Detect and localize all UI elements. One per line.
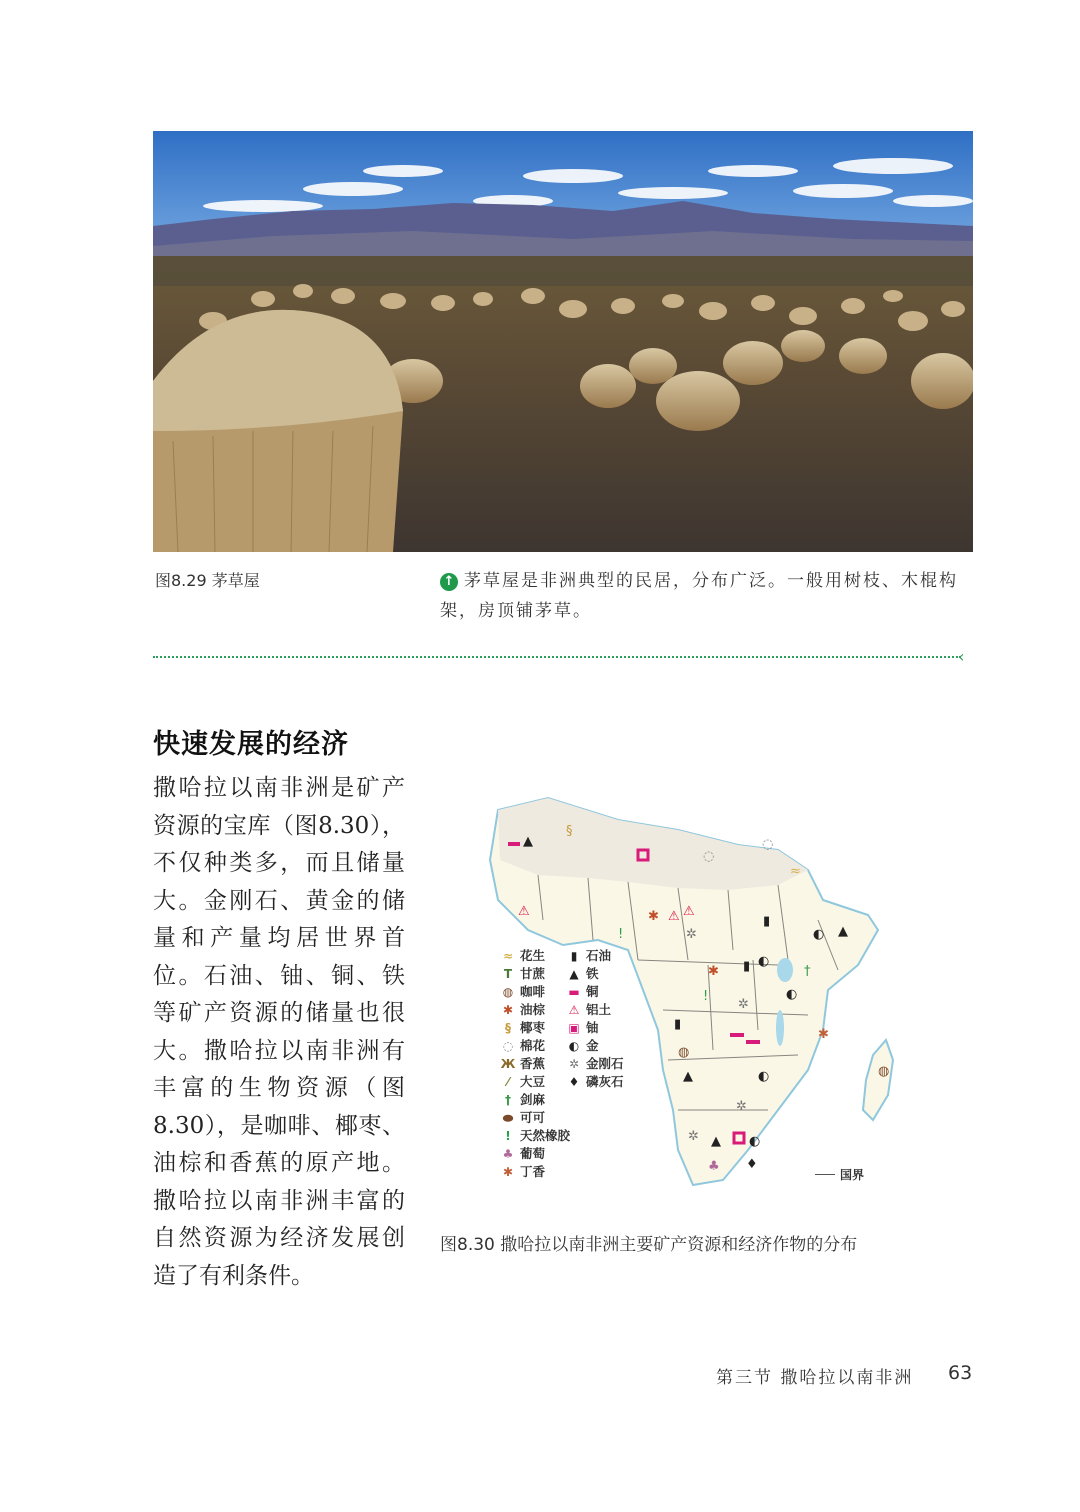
legend-row-cocoa: ⬬ 可可 bbox=[500, 1109, 570, 1127]
legend-row-rubber: ! 天然橡胶 bbox=[500, 1127, 570, 1145]
legend-row-grape: ♣ 葡萄 bbox=[500, 1145, 570, 1163]
boundary-legend: 国界 bbox=[815, 1166, 864, 1183]
legend-row-date-palm: § 椰枣 bbox=[500, 1019, 570, 1037]
svg-text:✲: ✲ bbox=[736, 1099, 747, 1114]
petroleum-icon: ▮ bbox=[570, 949, 578, 963]
svg-text:≈: ≈ bbox=[790, 864, 801, 879]
svg-text:⚠: ⚠ bbox=[668, 909, 680, 924]
svg-text:◐: ◐ bbox=[758, 1069, 770, 1084]
page-number: 63 bbox=[948, 1362, 973, 1384]
svg-text:◌: ◌ bbox=[703, 849, 715, 864]
peanut-icon: ≈ bbox=[502, 949, 514, 963]
legend-row-oil-palm: ✱ 油棕 bbox=[500, 1001, 570, 1019]
svg-text:◍: ◍ bbox=[878, 1064, 890, 1079]
crop-legend bbox=[500, 947, 570, 1181]
thatched-hut-photo bbox=[153, 131, 973, 552]
section-paragraph: 撒哈拉以南非洲是矿产资源的宝库（图8.30），不仅种类多，而且储量大。金刚石、黄金的储量和产量均居世界首位。石油、铀、铜、铁等矿产资源的储量也很大。撒哈拉以南非洲有丰富的生物资源（图8.30），是咖啡、椰枣、油棕和香蕉的原产地。撒哈拉以南非洲丰富的自然资源为经济发展创造了有利条件。 bbox=[153, 775, 405, 1289]
svg-text:◍: ◍ bbox=[678, 1045, 690, 1060]
svg-text:!: ! bbox=[703, 989, 709, 1004]
svg-text:◐: ◐ bbox=[813, 927, 825, 942]
svg-text:◐: ◐ bbox=[758, 954, 770, 969]
uranium-icon: ▣ bbox=[568, 1021, 580, 1035]
oil-palm-icon: ✱ bbox=[502, 1003, 514, 1017]
svg-text:✲: ✲ bbox=[686, 927, 697, 942]
svg-text:◐: ◐ bbox=[786, 987, 798, 1002]
copper-icon: ▬ bbox=[568, 985, 580, 999]
arrow-up-icon: ↑ bbox=[440, 573, 458, 591]
grape-icon: ♣ bbox=[502, 1147, 514, 1161]
figure-829-caption: 图8.29 茅草屋 bbox=[155, 571, 260, 590]
date-palm-icon: § bbox=[505, 1021, 511, 1035]
gold-icon: ◐ bbox=[568, 1039, 580, 1053]
legend-row-banana: Ж 香蕉 bbox=[500, 1056, 546, 1071]
legend-row-sugarcane: T 甘蔗 bbox=[500, 965, 570, 983]
rubber-icon: ! bbox=[505, 1129, 511, 1143]
svg-text:▲: ▲ bbox=[683, 1069, 693, 1084]
svg-text:✱: ✱ bbox=[818, 1027, 829, 1042]
figure-830-caption: 图8.30 撒哈拉以南非洲主要矿产资源和经济作物的分布 bbox=[440, 1235, 858, 1255]
svg-text:†: † bbox=[804, 964, 811, 979]
svg-text:§: § bbox=[566, 824, 573, 839]
svg-text:✱: ✱ bbox=[648, 909, 659, 924]
coffee-icon: ◍ bbox=[502, 985, 514, 999]
legend-row-clove: ✱ 丁香 bbox=[500, 1163, 570, 1181]
svg-text:▮: ▮ bbox=[674, 1017, 682, 1032]
svg-text:▲: ▲ bbox=[838, 924, 848, 939]
svg-text:▮: ▮ bbox=[763, 914, 771, 929]
svg-text:♦: ♦ bbox=[746, 1157, 758, 1172]
legend-row-soybean: ⁄ 大豆 bbox=[500, 1073, 570, 1091]
dotted-divider bbox=[153, 656, 961, 658]
legend-row-gold: ◐ 金 bbox=[566, 1037, 624, 1055]
clove-icon: ✱ bbox=[502, 1165, 514, 1179]
legend-row-petroleum: ▮ 石油 bbox=[566, 947, 624, 965]
mineral-legend bbox=[566, 947, 624, 1091]
legend-row-uranium: ▣ 铀 bbox=[566, 1019, 624, 1037]
figure-829-note-text: 茅草屋是非洲典型的民居，分布广泛。一般用树枝、木棍构架，房顶铺茅草。 bbox=[440, 571, 958, 621]
bauxite-icon: ⚠ bbox=[568, 1003, 580, 1017]
svg-text:♣: ♣ bbox=[708, 1159, 720, 1174]
cotton-icon: ◌ bbox=[502, 1039, 514, 1053]
section-title: 快速发展的经济 bbox=[153, 729, 349, 760]
legend-row-diamond: ✲ 金刚石 bbox=[566, 1055, 624, 1073]
sisal-icon: † bbox=[505, 1093, 511, 1107]
cocoa-icon: ⬬ bbox=[502, 1111, 514, 1125]
svg-text:!: ! bbox=[618, 927, 624, 942]
legend-row-cotton: ◌ 棉花 bbox=[500, 1037, 570, 1055]
svg-text:▲: ▲ bbox=[711, 1134, 721, 1149]
phosphate-icon: ♦ bbox=[568, 1075, 580, 1089]
legend-row-peanut: ≈ 花生 bbox=[500, 947, 570, 965]
svg-text:▲: ▲ bbox=[523, 834, 533, 849]
legend-row-bauxite: ⚠ 铝土 bbox=[566, 1001, 624, 1019]
soybean-icon: ⁄ bbox=[506, 1075, 509, 1089]
legend-row-sisal: † 剑麻 bbox=[500, 1091, 570, 1109]
svg-text:✲: ✲ bbox=[688, 1129, 699, 1144]
svg-text:⚠: ⚠ bbox=[683, 904, 695, 919]
svg-text:▮: ▮ bbox=[743, 959, 751, 974]
svg-text:⚠: ⚠ bbox=[518, 904, 530, 919]
footer-section-title: 第三节 撒哈拉以南非洲 bbox=[716, 1368, 914, 1388]
banana-icon: Ж bbox=[500, 1057, 516, 1071]
legend-row-coffee: ◍ 咖啡 bbox=[500, 983, 570, 1001]
svg-text:✲: ✲ bbox=[738, 997, 749, 1012]
sugarcane-icon: T bbox=[503, 967, 513, 981]
legend-row-phosphate: ♦ 磷灰石 bbox=[566, 1073, 624, 1091]
svg-text:◌: ◌ bbox=[762, 837, 774, 852]
svg-text:✱: ✱ bbox=[708, 964, 719, 979]
legend-row-copper: ▬ 铜 bbox=[566, 983, 624, 1001]
diamond-icon: ✲ bbox=[568, 1057, 580, 1071]
svg-text:◐: ◐ bbox=[749, 1134, 761, 1149]
boundary-line-icon bbox=[815, 1174, 835, 1175]
divider-chevron-icon: ‹ bbox=[958, 647, 965, 666]
figure-829-note bbox=[440, 566, 972, 626]
iron-icon: ▲ bbox=[569, 967, 579, 981]
legend-row-iron: ▲ 铁 bbox=[566, 965, 624, 983]
